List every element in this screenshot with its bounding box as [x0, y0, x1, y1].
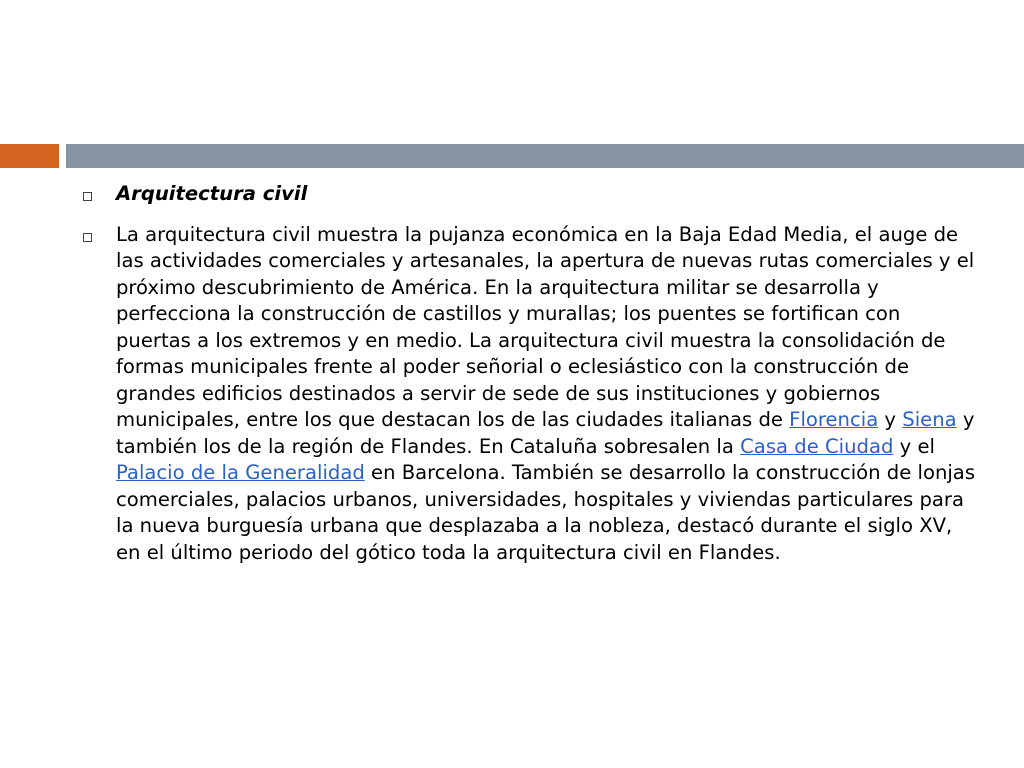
section-heading: Arquitectura civil — [116, 182, 308, 205]
paragraph-text: La arquitectura civil muestra la pujanza económica en la Baja Edad Media, el auge de las actividades comerciales y artesanales, la apertura de nuevas rutas comerciales y el próximo descubrimiento de América. En la arquitectura militar se desarrolla y perfecciona la construcción de castillos y murallas; los puentes se fortifican con puertas a los extremos y en medio. La arquitectura civil muestra la consolidación de formas municipales frente al poder señorial o eclesiástico con la construcción de grandes edificios destinados a servir de sede de sus instituciones y gobiernos municipales, entre los que destacan los de las ciudades italianas de — [116, 222, 975, 431]
bullet-item-heading — [79, 181, 979, 208]
paragraph-text: y también los de la región de Flandes. En Cataluña sobresalen la — [116, 408, 975, 458]
square-bullet-icon — [83, 192, 92, 201]
link-palacio-de-la-generalidad[interactable]: Palacio de la Generalidad — [116, 461, 365, 484]
link-casa-de-ciudad[interactable]: Casa de Ciudad — [740, 434, 894, 458]
link-florencia[interactable]: Florencia — [789, 408, 879, 431]
paragraph-text: y — [878, 408, 903, 431]
content-area — [79, 181, 979, 566]
paragraph-text: y el — [893, 434, 935, 458]
accent-bar — [0, 144, 59, 168]
link-siena[interactable]: Siena — [902, 408, 957, 431]
square-bullet-icon — [83, 233, 92, 242]
paragraph-text: en Barcelona. También se desarrollo la construcción de lonjas comerciales, palacios urbanos, universidades, hospitales y viviendas particulares para la nueva burguesía urbana que desplazaba a la nobleza, destacó durante el siglo XV, en el último periodo del gótico toda la arquitectura civil en Flandes. — [116, 461, 976, 564]
title-bar — [66, 144, 1024, 168]
bullet-item-paragraph — [79, 222, 979, 567]
